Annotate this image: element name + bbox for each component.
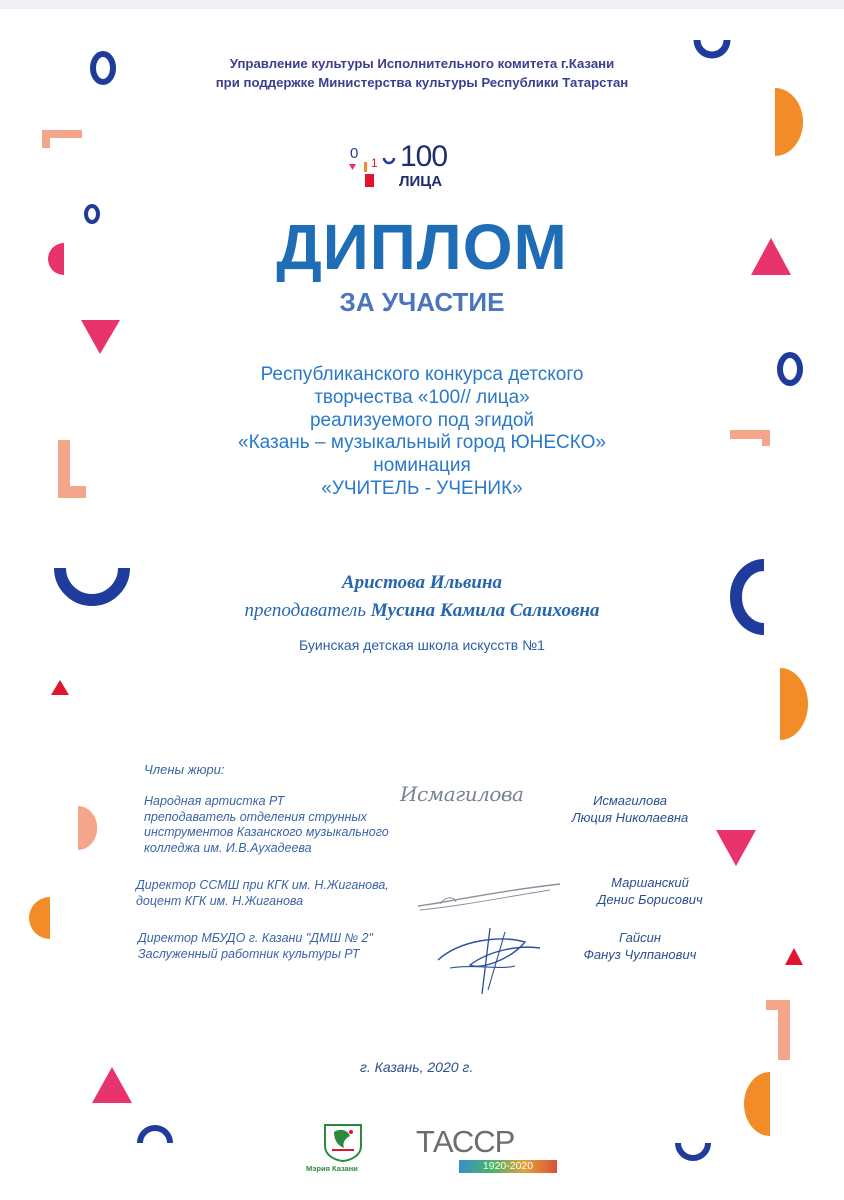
contest-description xyxy=(0,364,844,501)
deco-half-circle-orange xyxy=(775,88,803,156)
jury-member-3-title xyxy=(138,931,373,962)
deco-triangle-pink xyxy=(716,830,756,866)
description-line: творчества «100// лица» xyxy=(314,386,530,408)
mayor-label: Мэрия Казани xyxy=(306,1164,358,1173)
title-line: Директор ССМШ при КГК им. Н.Жиганова, xyxy=(136,878,389,892)
title-line: преподаватель отделения струнных xyxy=(144,809,367,824)
title-line: Директор МБУДО г. Казани "ДМШ № 2" xyxy=(138,931,373,945)
deco-arc-navy xyxy=(678,1143,708,1158)
participant-name: Аристова Ильвина xyxy=(341,572,503,593)
name-line: Люция Николаевна xyxy=(571,810,689,825)
deco-arc-navy xyxy=(697,40,727,55)
svg-text:1: 1 xyxy=(371,156,378,170)
description-line: «УЧИТЕЛЬ - УЧЕНИК» xyxy=(321,477,523,499)
description-line: Республиканского конкурса детского xyxy=(260,364,584,385)
jury-member-1-name xyxy=(555,792,705,826)
teacher-name: Мусина Камила Салиховна xyxy=(370,600,600,621)
teacher-line xyxy=(0,600,844,622)
title-line: инструментов Казанского музыкального xyxy=(144,825,389,839)
deco-half-circle-salmon xyxy=(78,806,97,850)
school-name: Буинская детская школа искусств №1 xyxy=(299,637,545,653)
signature-3 xyxy=(430,920,550,1000)
deco-triangle-pink xyxy=(92,1067,132,1103)
deco-bar-salmon xyxy=(42,130,50,148)
logo-word: ЛИЦА xyxy=(399,173,443,190)
jury-member-2-name xyxy=(575,874,725,908)
deco-half-circle-orange xyxy=(744,1072,770,1136)
jury-heading: Члены жюри: xyxy=(144,762,225,777)
diploma-title: ДИПЛОМ xyxy=(276,211,568,283)
deco-bar-salmon xyxy=(766,1000,790,1010)
name-line: Фануз Чулпанович xyxy=(583,947,697,962)
deco-triangle-red xyxy=(51,680,69,695)
place-and-year: г. Казань, 2020 г. xyxy=(360,1059,474,1075)
jury-member-1-title xyxy=(144,794,389,856)
deco-arc-navy xyxy=(140,1128,170,1143)
title-line: доцент КГК им. Н.Жиганова xyxy=(136,893,304,908)
deco-half-circle-orange xyxy=(29,897,50,939)
name-line: Маршанский xyxy=(611,875,689,890)
teacher-label: преподаватель xyxy=(244,600,366,621)
organizer-header xyxy=(0,54,844,92)
title-line: колледжа им. И.В.Аухадеева xyxy=(144,840,312,855)
jury-member-3-name xyxy=(560,929,720,963)
jury-member-2-title xyxy=(136,878,389,909)
title-line: Народная артистка РТ xyxy=(144,794,285,808)
deco-triangle-red xyxy=(785,948,803,965)
organizer-line-2: при поддержке Министерства культуры Республики Татарстан xyxy=(215,75,629,90)
description-line: «Казань – музыкальный город ЮНЕСКО» xyxy=(238,432,606,454)
name-line: Денис Борисович xyxy=(597,892,703,907)
tassr-logo: ТАССР xyxy=(416,1124,515,1159)
title-line: Заслуженный работник культуры РТ xyxy=(138,946,360,961)
signature-2 xyxy=(410,876,570,916)
kazan-coat-of-arms-icon xyxy=(320,1122,366,1162)
deco-triangle-pink xyxy=(81,320,120,354)
organizer-line-1: Управление культуры Исполнительного комитета г.Казани xyxy=(229,56,615,71)
description-line: реализуемого под эгидой xyxy=(309,409,535,431)
description-line: номинация xyxy=(373,455,471,477)
diploma-subtitle: ЗА УЧАСТИЕ xyxy=(339,287,505,317)
name-line: Гайсин xyxy=(619,930,661,945)
signature-1: Исмагилова xyxy=(400,782,524,806)
logo-number: 100 xyxy=(400,140,448,173)
deco-half-circle-orange xyxy=(780,668,808,740)
name-line: Исмагилова xyxy=(593,793,667,808)
svg-text:0: 0 xyxy=(350,145,359,162)
tassr-years: 1920-2020 xyxy=(459,1160,557,1173)
